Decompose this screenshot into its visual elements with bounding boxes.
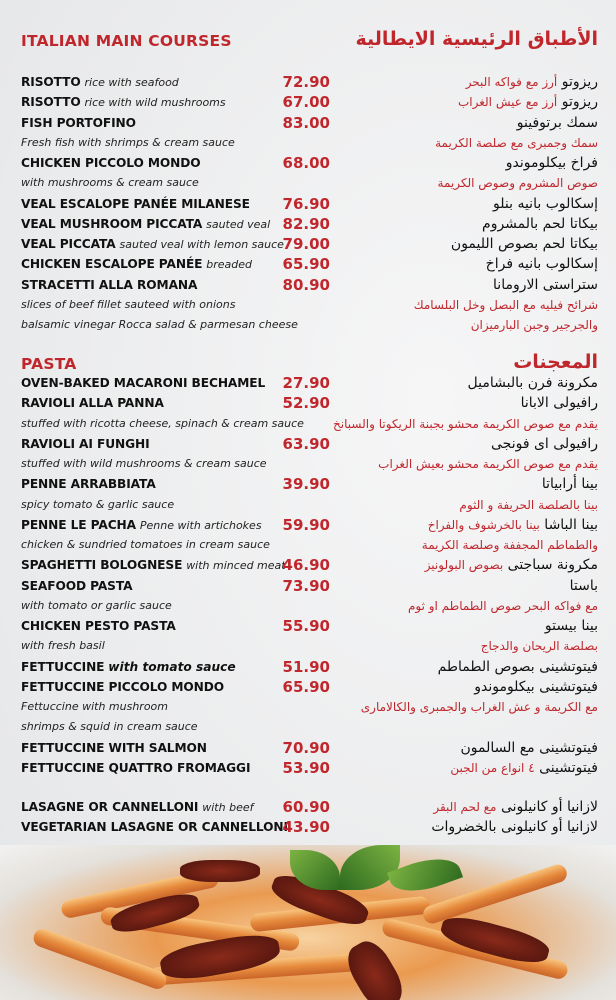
item-name-ar: ستراستى الارومانا: [493, 276, 598, 293]
item-description: stuffed with ricotta cheese, spinach & cream sauce: [21, 416, 304, 430]
menu-item-row: [0, 556, 616, 576]
pasta-title-ar: المعجنات: [513, 351, 598, 373]
item-english: [21, 278, 197, 292]
item-arabic: [333, 416, 598, 432]
item-arabic: [466, 74, 598, 90]
item-name: PENNE ARRABBIATA: [21, 477, 156, 492]
item-english: [21, 720, 198, 733]
item-english: [21, 619, 176, 633]
item-english: [21, 477, 156, 491]
item-description: sauted veal with lemon sauce: [119, 238, 284, 251]
menu-item-row: [0, 374, 616, 394]
item-name-ar: إسكالوب بانيه فراخ: [485, 256, 598, 273]
menu-item-row: [0, 516, 616, 536]
item-description: chicken & sundried tomatoes in cream sauce: [21, 538, 270, 551]
item-price: 82.90: [282, 214, 330, 233]
item-description: with tomato sauce: [108, 659, 236, 674]
item-arabic: [570, 578, 598, 594]
item-name-ar: بينا أرابياتا: [541, 476, 598, 493]
item-price: 65.90: [282, 677, 330, 696]
item-english: [21, 116, 136, 130]
main-courses-list: [0, 73, 616, 336]
menu-item-row: [0, 114, 616, 134]
item-name: FETTUCCINE QUATTRO FROMAGGI: [21, 760, 251, 775]
item-description: slices of beef fillet sauteed with onions: [21, 297, 236, 311]
item-arabic: [521, 395, 598, 411]
item-name: RISOTTO: [21, 95, 81, 110]
item-description-ar: بينا بالخرشوف والفراخ: [427, 517, 540, 532]
item-price: 83.00: [282, 113, 330, 132]
item-price: 51.90: [282, 657, 330, 676]
item-name: RAVIOLI AI FUNGHI: [21, 436, 150, 451]
item-description: sauted veal: [206, 217, 271, 231]
item-name-ar: لازانيا أو كانيلونى بالخضروات: [431, 819, 598, 836]
item-description-ar: صوص المشروم وصوص الكريمة: [437, 176, 598, 191]
item-description: with tomato or garlic sauce: [21, 598, 172, 612]
menu-item-row: [0, 195, 616, 215]
item-name: VEGETARIAN LASAGNE OR CANNELLONI: [21, 820, 288, 835]
item-name: RAVIOLI ALLA PANNA: [21, 396, 164, 411]
item-price: 80.90: [282, 275, 330, 294]
item-name: VEAL PICCATA: [21, 237, 116, 251]
item-english: [21, 156, 201, 170]
item-english: [21, 136, 235, 149]
item-name-ar: ريزوتو: [561, 94, 598, 111]
item-name: STRACETTI ALLA ROMANA: [21, 277, 198, 292]
item-name-ar: مكرونة سباجتى: [507, 557, 598, 574]
item-english: [21, 599, 172, 612]
item-english: [21, 538, 270, 551]
item-english: [21, 95, 226, 109]
menu-item-row: [0, 235, 616, 255]
item-arabic: [481, 638, 598, 654]
item-description: Fresh fish with shrimps & cream sauce: [21, 135, 235, 149]
item-arabic: [433, 799, 598, 815]
item-english: [21, 820, 288, 834]
item-price: 27.90: [282, 374, 330, 392]
item-description: Fettuccine with mushroom: [21, 700, 169, 713]
item-english: [21, 558, 286, 572]
item-description-ar: شرائح فيليه مع البصل وخل البلسامك: [413, 297, 598, 312]
item-description: with beef: [202, 801, 254, 814]
menu-item-row: [0, 759, 616, 779]
item-english: [21, 217, 270, 231]
menu-item-row: [0, 215, 616, 235]
menu-item-row: [0, 394, 616, 414]
item-arabic: [493, 196, 598, 212]
item-english: [21, 800, 253, 814]
item-name: CHICKEN PESTO PASTA: [21, 619, 176, 633]
item-arabic: [408, 598, 598, 614]
menu-item-row: [0, 718, 616, 738]
menu-item-row: [0, 435, 616, 455]
item-english: [21, 437, 150, 451]
item-english: [21, 761, 250, 775]
menu-item-row: [0, 536, 616, 556]
item-name: VEAL MUSHROOM PICCATA: [21, 216, 203, 231]
item-english: [21, 660, 236, 674]
item-name-ar: فيتوتشينى: [539, 759, 598, 776]
item-description: shrimps & squid in cream sauce: [21, 720, 198, 734]
item-english: [21, 396, 164, 410]
item-name-ar: رافيولى اى فونجى: [490, 435, 598, 452]
item-price: 52.90: [282, 394, 330, 413]
item-arabic: [361, 699, 598, 715]
menu-item-row: [0, 73, 616, 93]
main-courses-title-en: ITALIAN MAIN COURSES: [21, 32, 232, 50]
menu-item-row: [0, 739, 616, 759]
item-english: [21, 376, 265, 390]
item-name: FISH PORTOFINO: [21, 115, 136, 130]
item-english: [21, 75, 179, 89]
item-price: 72.90: [282, 73, 330, 91]
item-description-ar: يقدم مع صوص الكريمة محشو بعيش الغراب: [378, 457, 598, 471]
item-english: [21, 579, 132, 593]
item-description-ar: مع الكريمة و عش الغراب والجمبرى والكالامارى: [360, 700, 598, 714]
menu-item-row: [0, 154, 616, 174]
item-description-ar: والجرجير وجبن البارميزان: [470, 318, 598, 332]
item-name: PENNE LE PACHA: [21, 517, 136, 532]
item-description-ar: مع فواكه البحر صوص الطماطم او ثوم: [407, 598, 598, 613]
item-name: FETTUCCINE WITH SALMON: [21, 740, 207, 755]
item-price: 53.90: [282, 758, 330, 777]
item-name: CHICKEN PICCOLO MONDO: [21, 156, 201, 170]
item-english: [21, 518, 262, 532]
menu-item-row: [0, 455, 616, 475]
item-arabic: [493, 277, 598, 293]
item-arabic: [378, 456, 598, 472]
item-arabic: [451, 236, 598, 252]
item-arabic: [414, 297, 598, 313]
item-price: 55.90: [282, 617, 330, 635]
item-price: 60.90: [282, 798, 330, 816]
item-description-ar: والطماطم المجففة وصلصة الكريمة: [421, 538, 598, 552]
item-english: [21, 498, 174, 511]
item-name-ar: فيتوتشينى مع السالمون: [460, 739, 598, 756]
item-arabic: [435, 135, 598, 151]
item-arabic: [422, 537, 598, 553]
item-description-ar: بصوص البولونيز: [424, 558, 504, 573]
item-name: SPAGHETTI BOLOGNESE: [21, 558, 183, 573]
item-name: VEAL ESCALOPE PANÉE MILANESE: [21, 196, 250, 211]
item-english: [21, 237, 284, 251]
item-price: 59.90: [282, 515, 330, 534]
item-name: FETTUCCINE PICCOLO MONDO: [21, 679, 225, 694]
item-arabic: [431, 819, 598, 835]
item-description: Penne with artichokes: [139, 518, 262, 532]
item-description: spicy tomato & garlic sauce: [21, 497, 175, 511]
item-description: rice with seafood: [84, 76, 179, 89]
item-arabic: [474, 679, 598, 695]
menu-item-row: [0, 496, 616, 516]
item-name-ar: بيكاتا لحم بالمشروم: [482, 215, 598, 232]
menu-item-row: [0, 316, 616, 336]
menu-item-row: [0, 475, 616, 495]
item-arabic: [491, 436, 598, 452]
item-description-ar: مع لحم البقر: [433, 800, 497, 814]
item-english: [21, 197, 250, 211]
item-name-ar: لازانيا أو كانيلونى: [500, 799, 598, 815]
item-english: [21, 680, 224, 694]
item-arabic: [506, 155, 598, 171]
item-description: breaded: [206, 258, 253, 272]
item-name: CHICKEN ESCALOPE PANÉE: [21, 257, 203, 272]
item-english: [21, 639, 105, 652]
item-name-ar: بينا بيستو: [544, 618, 598, 634]
item-arabic: [438, 175, 598, 191]
item-name-ar: سمك برتوفينو: [516, 114, 598, 131]
menu-item-row: [0, 617, 616, 637]
menu-item-row: [0, 415, 616, 435]
item-description: rice with wild mushrooms: [84, 96, 226, 110]
item-english: [21, 457, 267, 470]
item-arabic: [517, 115, 598, 131]
item-english: [21, 298, 235, 311]
item-price: 79.00: [282, 235, 330, 253]
menu-item-row: [0, 174, 616, 194]
item-name-ar: فيتوتشينى بصوص الطماطم: [437, 658, 598, 675]
item-description-ar: بصلصة الريحان والدجاج: [480, 639, 598, 654]
item-arabic: [450, 760, 598, 776]
menu-item-row: [0, 678, 616, 698]
main-courses-title-ar: الأطباق الرئيسية الايطالية: [355, 28, 598, 50]
item-name-ar: مكرونة فرن بالبشاميل: [467, 375, 598, 391]
menu-item-row: [0, 296, 616, 316]
item-arabic: [471, 317, 598, 333]
pasta-dish-photo: [0, 845, 616, 1000]
item-name-ar: رافيولى الابانا: [520, 395, 598, 412]
item-english: [21, 318, 298, 331]
menu-item-row: [0, 255, 616, 275]
item-name: SEAFOOD PASTA: [21, 578, 133, 593]
item-description-ar: أرز مع فواكه البحر: [465, 75, 558, 89]
item-name-ar: بينا الباشا: [544, 516, 598, 533]
item-description-ar: أرز مع عيش الغراب: [457, 95, 558, 110]
item-description: with mushrooms & cream sauce: [21, 176, 199, 190]
item-name-ar: فراخ بيكلوموندو: [505, 155, 598, 171]
item-description: with fresh basil: [21, 639, 105, 653]
item-name-ar: فيتوتشينى بيكلوموندو: [474, 678, 598, 695]
item-price: 76.90: [282, 194, 330, 213]
menu-item-row: [0, 93, 616, 113]
item-price: 43.90: [282, 818, 330, 837]
item-arabic: [425, 557, 598, 573]
item-arabic: [482, 216, 598, 232]
menu-item-row: [0, 698, 616, 718]
item-price: 67.00: [282, 93, 330, 112]
item-price: 68.00: [282, 154, 330, 172]
item-price: 73.90: [282, 576, 330, 595]
item-price: 39.90: [282, 475, 330, 494]
item-name-ar: بيكاتا لحم بصوص الليمون: [450, 236, 598, 252]
item-name: FETTUCCINE: [21, 659, 105, 674]
item-english: [21, 176, 199, 189]
item-description-ar: ٤ انواع من الجبن: [450, 760, 535, 775]
item-english: [21, 257, 252, 271]
item-name: RISOTTO: [21, 75, 81, 89]
menu-item-row: [0, 597, 616, 617]
menu-item-row: [0, 134, 616, 154]
item-price: 63.90: [282, 434, 330, 453]
menu-item-row: [0, 276, 616, 296]
item-description-ar: بينا بالصلصة الحريفة و الثوم: [459, 497, 598, 512]
pasta-title-en: PASTA: [21, 355, 77, 373]
item-price: 65.90: [282, 255, 330, 274]
item-name-ar: باستا: [569, 577, 598, 594]
item-arabic: [438, 659, 598, 675]
item-description-ar: يقدم مع صوص الكريمة محشو بجبنة الريكوتا والسبانخ: [333, 416, 598, 431]
item-price: 46.90: [282, 556, 330, 575]
item-name: LASAGNE OR CANNELLONI: [21, 800, 199, 814]
item-arabic: [428, 517, 598, 533]
item-arabic: [468, 375, 598, 391]
item-name: OVEN-BAKED MACARONI BECHAMEL: [21, 376, 266, 390]
item-description: with minced meat: [186, 559, 286, 573]
item-name-ar: إسكالوب بانيه بنلو: [493, 195, 598, 212]
item-arabic: [460, 740, 598, 756]
pasta-list: [0, 374, 616, 779]
item-description: balsamic vinegar Rocca salad & parmesan cheese: [21, 318, 298, 331]
item-description-ar: سمك وجمبرى مع صلصة الكريمة: [435, 135, 598, 150]
item-arabic: [459, 497, 598, 513]
menu-item-row: [0, 818, 616, 838]
item-english: [21, 700, 168, 713]
item-description: stuffed with wild mushrooms & cream sauce: [21, 457, 267, 470]
item-arabic: [486, 256, 598, 272]
lasagne-list: [0, 798, 616, 839]
item-name-ar: ريزوتو: [561, 74, 598, 90]
item-arabic: [542, 476, 598, 492]
main-courses-header: [0, 30, 616, 54]
item-price: 70.90: [282, 738, 330, 757]
menu-item-row: [0, 577, 616, 597]
item-arabic: [545, 618, 598, 634]
item-arabic: [458, 94, 598, 110]
item-english: [21, 417, 304, 430]
menu-item-row: [0, 637, 616, 657]
menu-item-row: [0, 798, 616, 818]
item-english: [21, 741, 207, 755]
menu-item-row: [0, 658, 616, 678]
